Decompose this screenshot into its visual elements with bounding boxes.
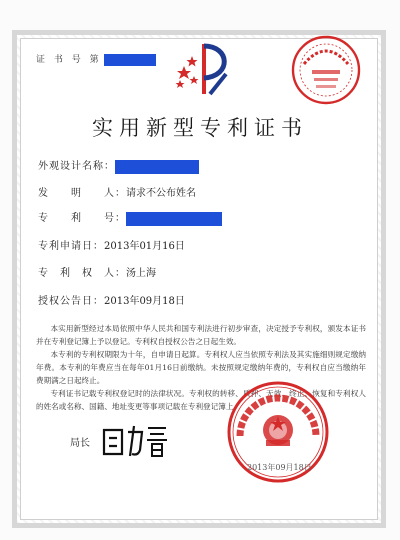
patentee-row [38,264,156,279]
filing-date-row [38,237,185,252]
patent-number-row [38,209,222,226]
design-name-label: 外观设计名称： [38,161,115,172]
redaction-box [104,54,156,66]
certificate-title: 实用新型专利证书 [92,116,308,140]
patent-number-label: 专 利 号： [38,213,126,224]
inventor-label: 发 明 人： [38,188,126,199]
body-paragraph: 本实用新型经过本局依照中华人民共和国专利法进行初步审查，决定授予专利权，颁发本证书并在专利登记簿上予以登记。专利权自授权公告之日起生效。 [36,324,366,346]
redaction-box [115,160,199,174]
grant-date-row [38,292,185,307]
top-seal-stamp [290,34,362,106]
inventor-value: 请求不公布姓名 [126,188,196,199]
filing-date-value: 2013年01月16日 [104,241,185,252]
grant-date-value: 2013年09月18日 [104,296,185,307]
patent-office-emblem [170,36,236,100]
certificate-number [36,52,156,66]
seal-date: 2013年09月18日 [247,463,312,472]
redaction-box [126,212,222,226]
patentee-label: 专 利 权 人： [38,268,126,279]
body-paragraph: 专利证书记载专利权登记时的法律状况。专利权的转移、质押、无效、终止、恢复和专利权人的姓名或名称、国籍、地址变更等事项记载在专利登记簿上。 [36,389,366,411]
director-label: 局长 [70,438,90,449]
design-name-row [38,157,199,174]
patentee-value: 汤上海 [126,268,156,279]
body-paragraph: 本专利的专利权期限为十年，自申请日起算。专利权人应当依照专利法及其实施细则规定缴纳年费。本专利的年费应当在每年01月16日前缴纳。未按照规定缴纳年费的，专利权自应当缴纳年费期满之日起终止。 [36,350,366,385]
filing-date-label: 专利申请日： [38,241,104,252]
inventor-row [38,184,196,199]
grant-date-label: 授权公告日： [38,296,104,307]
director-signature [100,420,170,460]
certificate-number-label: 证 书 号 第 [36,55,102,65]
